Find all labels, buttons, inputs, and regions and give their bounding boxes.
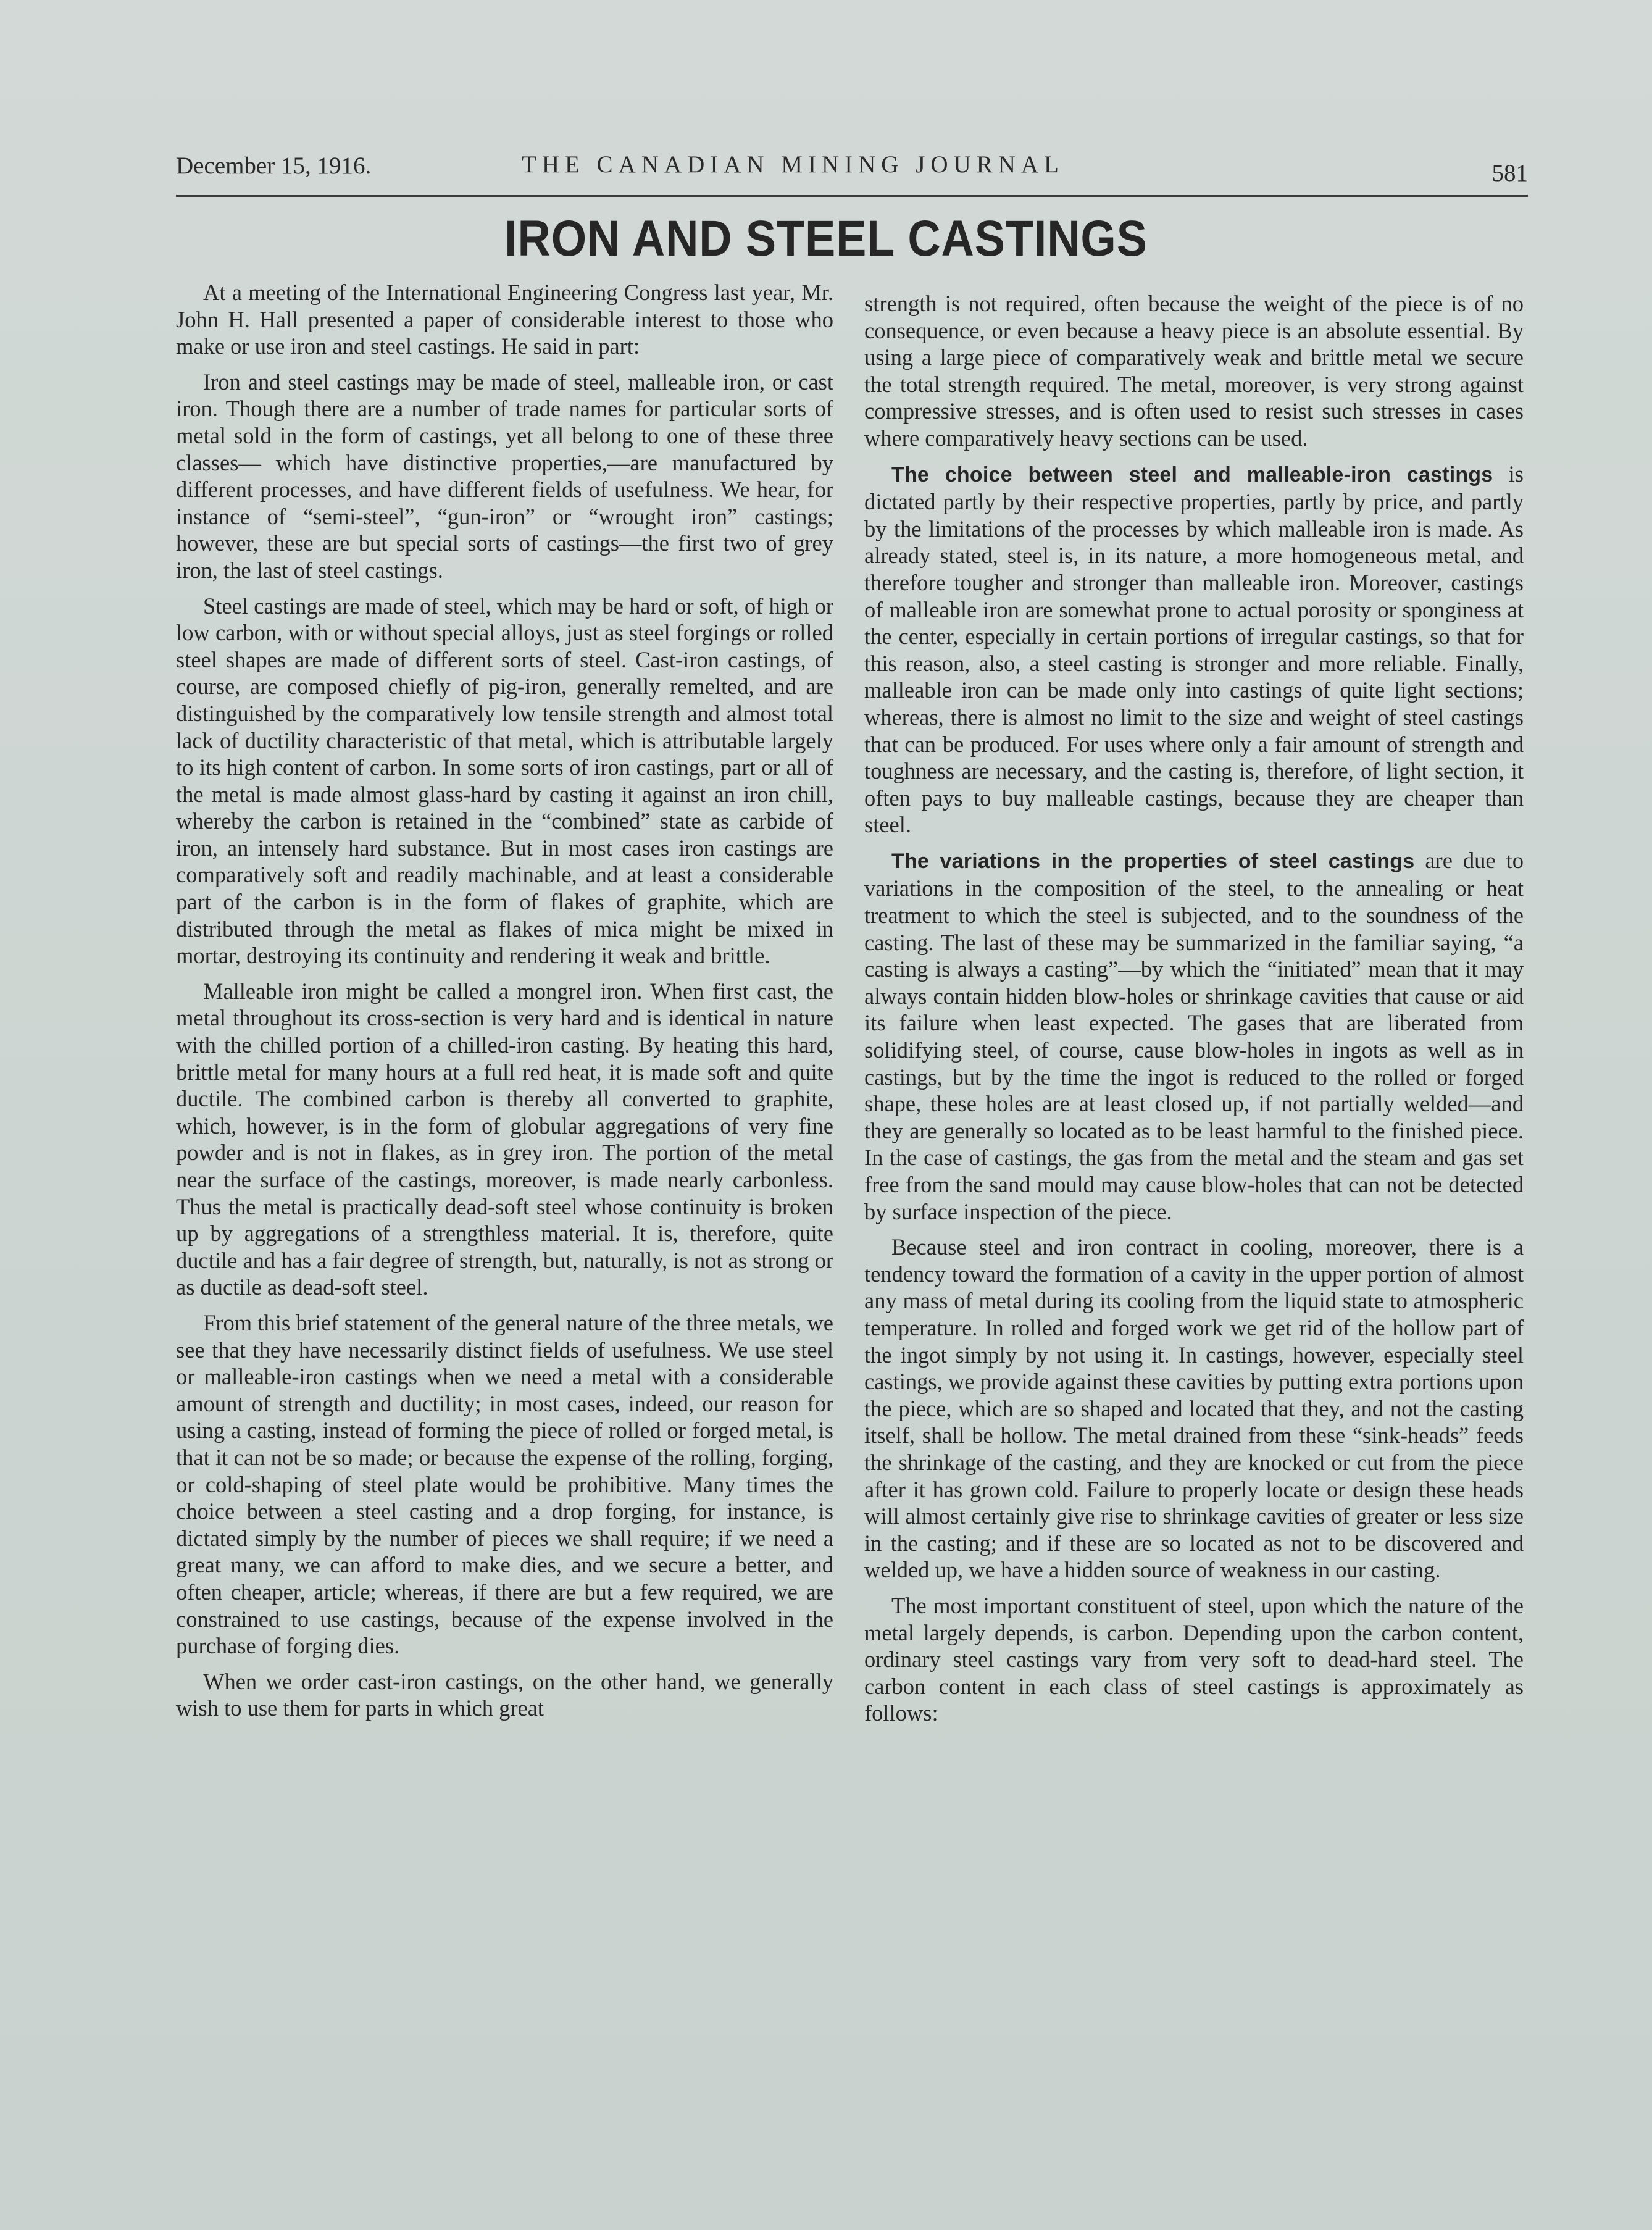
right-column: [864, 290, 1524, 1727]
section-lead-in: The choice between steel and malleable-iron castings: [891, 462, 1493, 487]
section-lead-in: The variations in the properties of steel castings: [891, 849, 1415, 873]
paragraph: strength is not required, often because the weight of the piece is of no consequence, or even because a heavy piece is an absolute essential. By using a large piece of comparatively weak and brittle metal we secure the total strength required. The metal, moreover, is very strong against compressive stresses, and is often used to resist such stresses in cases where comparatively heavy sections can be used.: [864, 291, 1524, 451]
paragraph: Because steel and iron contract in cooling, moreover, there is a tendency toward the formation of a cavity in the upper portion of almost any mass of metal during its cooling from the liquid state to atmospheric temperature. In rolled and forged work we get rid of the hollow part of the ingot simply by not using it. In castings, however, especially steel castings, we provide against these cavities by putting extra portions upon the piece, which are so shaped and located that they, and not the casting itself, shall be hollow. The metal drained from these “sink-heads” feeds the shrinkage of the casting, and they are knocked or cut from the piece after it has grown cold. Failure to properly locate or design these heads will almost certainly give rise to shrinkage cavities of greater or less size in the casting; and if these are so located as not to be discovered and welded up, we have a hidden source of weakness in our casting.: [864, 1234, 1524, 1583]
left-column: [176, 279, 833, 1722]
paragraph: At a meeting of the International Engineering Congress last year, Mr. John H. Hall presented a paper of considerable interest to those who make or use iron and steel castings. He said in part:: [176, 280, 833, 359]
paragraph: From this brief statement of the general nature of the three metals, we see that they have necessarily distinct fields of usefulness. We use steel or malleable-iron castings when we need a metal with a considerable amount of strength and ductility; in most cases, indeed, our reason for using a casting, instead of forming the piece of rolled or forged metal, is that it can not be so made; or because the expense of the rolling, forging, or cold-shaping of steel plate would be prohibitive. Many times the choice between a steel casting and a drop forging, for instance, is dictated simply by the number of pieces we shall require; if we need a great many, we can afford to make dies, and we secure a better, and often cheaper, article; whereas, if there are but a few required, we are constrained to use castings, because of the expense involved in the purchase of forging dies.: [176, 1309, 833, 1659]
paragraph: The most important constituent of steel, upon which the nature of the metal largely depends, is carbon. Depending upon the carbon content, ordinary steel castings vary from very soft to dead-hard steel. The carbon content in each class of steel castings is approximately as follows:: [864, 1592, 1524, 1726]
paragraph: Iron and steel castings may be made of steel, malleable iron, or cast iron. Though there are a number of trade names for particular sorts of metal sold in the form of castings, yet all belong to one of these three classes— which have distinctive properties,—are manufactured by different processes, and have different fields of usefulness. We hear, for instance of “semi-steel”, “gun-iron” or “wrought iron” castings; however, these are but special sorts of castings—the first two of grey iron, the last of steel castings.: [176, 369, 833, 583]
paragraph-text: are due to variations in the composition of the steel, to the annealing or heat treatment to which the steel is subjected, and to the soundness of the casting. The last of these may be summarized in the familiar saying, “a casting is always a casting”—by which the “initiated” mean that it may always contain hidden blow-holes or shrinkage cavities that cause or aid its failure when least expected. The gases that are liberated from solidifying steel, of course, cause blow-holes in ingots as well as in castings, but by the time the ingot is reduced to the rolled or forged shape, these holes are at least closed up, if not partially welded—and they are generally so located as to be least harmful to the finished piece. In the case of castings, the gas from the metal and the steam and gas set free from the sand mould may cause blow-holes that can not be detected by surface inspection of the piece.: [864, 847, 1524, 1224]
article-title: IRON AND STEEL CASTINGS: [504, 211, 1148, 267]
page-number: 581: [1491, 160, 1528, 186]
paragraph-text: is dictated partly by their respective properties, partly by price, and partly by the limitations of the processes by which malleable iron is made. As already stated, steel is, in its nature, a more homogeneous metal, and therefore tougher and stronger than malleable iron. Moreover, castings of malleable iron are somewhat prone to actual porosity or sponginess at the center, especially in certain portions of irregular castings, so that for this reason, also, a steel casting is stronger and more reliable. Finally, malleable iron can be made only into castings of quite light sections; whereas, there is almost no limit to the size and weight of steel castings that can be produced. For uses where only a fair amount of strength and toughness are necessary, and the casting is, therefore, of light section, it often pays to buy malleable castings, because they are cheaper than steel.: [864, 461, 1524, 838]
journal-name: THE CANADIAN MINING JOURNAL: [522, 151, 1064, 178]
issue-date: December 15, 1916.: [176, 152, 372, 179]
paragraph: Malleable iron might be called a mongrel iron. When first cast, the metal throughout its cross-section is very hard and is identical in nature with the chilled portion of a chilled-iron casting. By heating this hard, brittle metal for many hours at a full red heat, it is made soft and quite ductile. The combined carbon is thereby all converted to graphite, which, however, is in the form of globular aggregations of very fine powder and is not in flakes, as in grey iron. The portion of the metal near the surface of the castings, moreover, is made nearly carbonless. Thus the metal is practically dead-soft steel whose continuity is broken up by aggregations of a strengthless material. It is, therefore, quite ductile and has a fair degree of strength, but, naturally, is not as strong or as ductile as dead-soft steel.: [176, 978, 833, 1300]
paragraph: When we order cast-iron castings, on the other hand, we generally wish to use them for parts in which great: [176, 1668, 833, 1721]
paragraph: [864, 847, 1524, 1225]
running-header: [176, 146, 1528, 197]
paragraph: Steel castings are made of steel, which may be hard or soft, of high or low carbon, with or without special alloys, just as steel forgings or rolled steel shapes are made of different sorts of steel. Cast-iron castings, of course, are composed chiefly of pig-iron, generally remelted, and are distinguished by the comparatively low tensile strength and almost total lack of ductility characteristic of that metal, which is attributable largely to its high content of carbon. In some sorts of iron castings, part or all of the metal is made almost glass-hard by casting it against an iron chill, whereby the carbon is retained in the “combined” state as carbide of iron, an intensely hard substance. But in most cases iron castings are comparatively soft and readily machinable, and at least a considerable part of the carbon is in the form of flakes of graphite, which are distributed through the metal as flakes of mica might be mixed in mortar, destroying its continuity and rendering it weak and brittle.: [176, 593, 833, 969]
paragraph: [864, 461, 1524, 838]
